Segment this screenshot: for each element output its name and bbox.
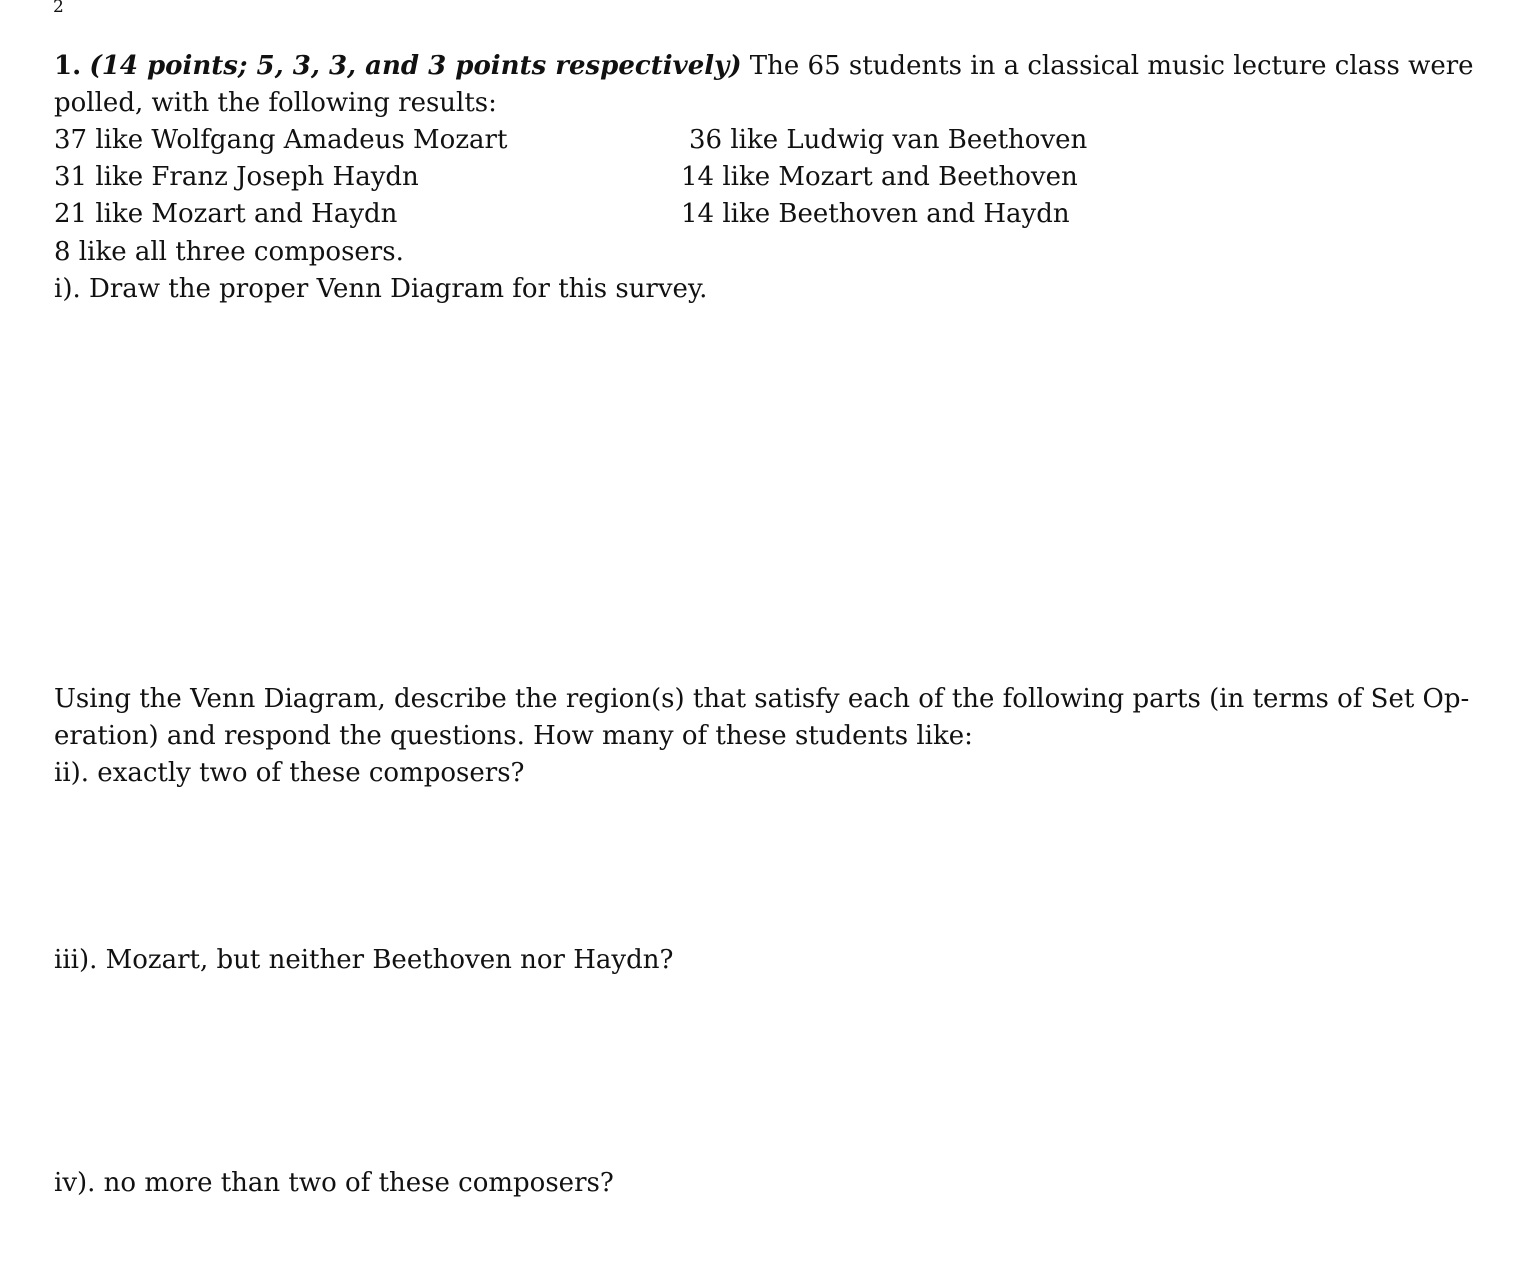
result-mozart: 37 like Wolfgang Amadeus Mozart <box>54 125 508 155</box>
part-i-question: i). Draw the proper Venn Diagram for this survey. <box>54 274 708 304</box>
result-mozart-beethoven: 14 like Mozart and Beethoven <box>681 162 1078 192</box>
instructions-line-2: eration) and respond the questions. How many of these students like: <box>54 721 973 751</box>
result-mozart-haydn: 21 like Mozart and Haydn <box>54 199 398 229</box>
part-ii-question: ii). exactly two of these composers? <box>54 758 525 788</box>
instructions-text-1: Using the Venn Diagram, describe the region(s) that satisfy each of the following parts (in terms of Set Op- <box>54 684 1470 714</box>
result-all-three: 8 like all three composers. <box>54 237 404 267</box>
part-iv-question: iv). no more than two of these composers? <box>54 1168 614 1198</box>
problem-header-line <box>54 48 1474 85</box>
result-haydn: 31 like Franz Joseph Haydn <box>54 162 419 192</box>
instructions-line-1 <box>54 681 1470 718</box>
part-iii-question: iii). Mozart, but neither Beethoven nor Haydn? <box>54 945 674 975</box>
points-breakdown: (14 points; 5, 3, 3, and 3 points respectively) <box>89 51 742 81</box>
page-number: 2 <box>53 0 64 17</box>
problem-intro-text: The 65 students in a classical music lecture class were <box>749 51 1474 81</box>
problem-number: 1. <box>54 51 82 81</box>
problem-intro-continued: polled, with the following results: <box>54 88 497 118</box>
result-beethoven-haydn: 14 like Beethoven and Haydn <box>681 199 1070 229</box>
result-beethoven: 36 like Ludwig van Beethoven <box>689 125 1088 155</box>
